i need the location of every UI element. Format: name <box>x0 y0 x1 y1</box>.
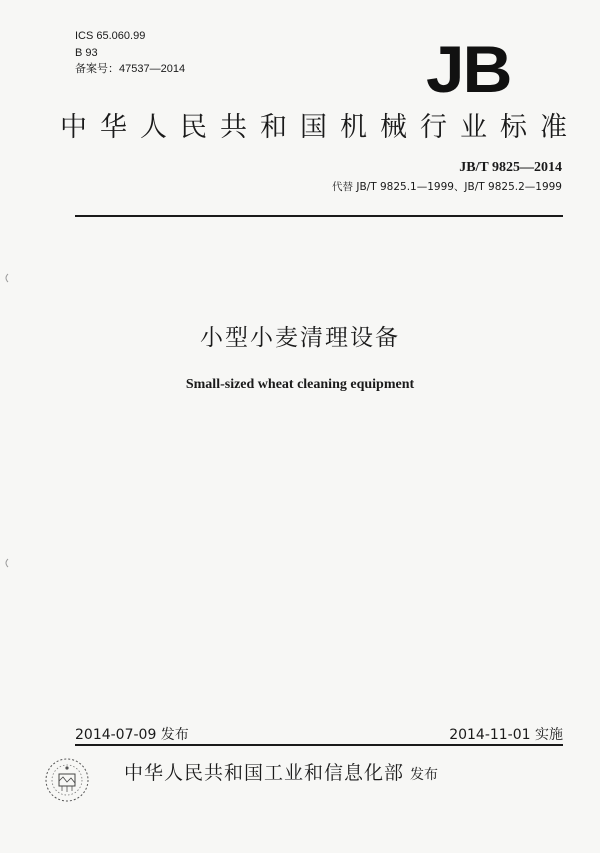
issue-date: 2014-07-09 发布 <box>75 727 189 743</box>
jb-logo: JB <box>426 32 511 106</box>
standard-body-title: 中华人民共和国机械行业标准 <box>60 112 580 143</box>
ics-code: ICS 65.060.99 <box>75 30 146 42</box>
ccs-code: B 93 <box>75 47 98 59</box>
ministry-seal-icon <box>44 757 90 803</box>
replaces-line: 代替 JB/T 9825.1—1999、JB/T 9825.2—1999 <box>332 181 562 193</box>
document-title-en: Small-sized wheat cleaning equipment <box>185 377 415 392</box>
scan-margin-mark <box>3 268 9 278</box>
filing-number: 备案号：47537—2014 <box>75 63 186 75</box>
document-title-zh: 小型小麦清理设备 <box>200 325 400 351</box>
footer-divider <box>75 744 563 746</box>
publisher-suffix: 发布 <box>410 767 439 783</box>
header-divider <box>75 215 563 217</box>
standard-number: JB/T 9825—2014 <box>459 160 562 175</box>
scan-margin-mark <box>3 553 9 563</box>
publisher <box>124 760 438 788</box>
publisher-name: 中华人民共和国工业和信息化部 <box>124 762 405 784</box>
implementation-date: 2014-11-01 实施 <box>449 727 563 743</box>
